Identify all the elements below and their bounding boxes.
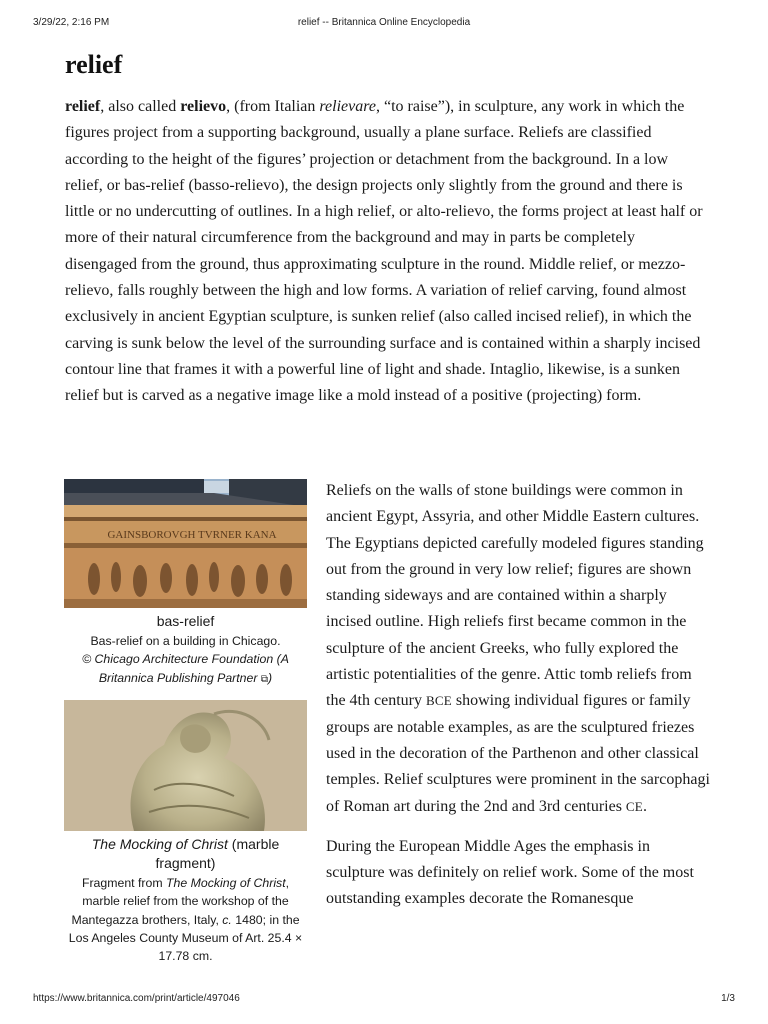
intro-alt-term: relievo	[180, 98, 227, 115]
print-header	[33, 17, 735, 31]
intro-paragraph	[65, 94, 707, 410]
caption-italic: c.	[222, 912, 232, 927]
figure-title: bas-relief	[156, 613, 215, 629]
era-abbrev: BCE	[425, 693, 452, 709]
print-datetime: 3/29/22, 2:16 PM	[33, 17, 110, 28]
caption-part: , marble relief from the workshop of the Mantegazza brothers, Italy,	[71, 876, 290, 927]
credit-link[interactable]: © Chicago Architecture Foundation (A Britannica Publishing Partner	[82, 652, 289, 685]
article-body-column	[326, 478, 710, 913]
intro-from: , (from Italian	[226, 98, 320, 115]
paragraph-text: .	[642, 797, 647, 815]
body-paragraph	[326, 478, 710, 820]
figure-title-rest: (marble fragment)	[155, 836, 280, 871]
intro-also: , also called	[100, 98, 181, 115]
bas-relief-image[interactable]	[64, 479, 307, 608]
intro-italian-word: relievare	[319, 98, 376, 115]
caption-part: 1480; in the Los Angeles County Museum of Art. 25.4 × 17.78 cm.	[68, 912, 303, 964]
figure-title-italic: The Mocking of Christ	[91, 836, 228, 852]
figure-title	[64, 835, 307, 873]
print-page-title: relief -- Britannica Online Encyclopedia	[297, 17, 471, 28]
building-inscription: GAINSBOROVGH TVRNER KANA	[107, 529, 277, 541]
figure-caption	[64, 632, 307, 689]
article-title: relief	[65, 50, 123, 79]
era-abbrev: CE	[625, 798, 643, 814]
photo-credit	[82, 652, 289, 684]
caption-text: Bas-relief on a building in Chicago.	[90, 634, 281, 648]
print-url: https://www.britannica.com/print/article/497046	[33, 993, 240, 1004]
print-page-number: 1/3	[721, 993, 735, 1004]
caption-part: Fragment from	[81, 876, 167, 890]
body-paragraph: During the European Middle Ages the emphasis in sculpture was definitely on relief work. Some of the most outstanding examples decorate the Romanesque	[326, 837, 694, 908]
paragraph-text: Reliefs on the walls of stone buildings were common in ancient Egypt, Assyria, and other Middle Eastern cultures. The Egyptians depicted carefully modeled figures standing out from the ground in very low relief; figures are shown standing sideways and are contained within a sharply incised outline. High reliefs first became common in the sculpture of the ancient Greeks, who fully explored the artistic potentialities of the genre. Attic tomb reliefs from the 4th century	[326, 482, 704, 710]
paragraph-text: showing individual figures or family groups are notable examples, as are the sculptured friezes used in the decoration of the Parthenon and other classical temples. Relief sculptures were prominent in the sarcophagi of Roman art during the 2nd and 3rd centuries	[326, 692, 710, 815]
print-footer	[33, 993, 735, 1007]
intro-term: relief	[65, 98, 101, 115]
figure-mocking-of-christ	[64, 700, 307, 965]
marble-relief-image[interactable]	[64, 700, 307, 831]
external-link-icon[interactable]: ⧉	[260, 673, 269, 685]
figure-caption	[64, 874, 307, 965]
caption-italic: The Mocking of Christ	[166, 876, 286, 890]
intro-rest: , “to raise”), in sculpture, any work in which the figures project from a supporting background, usually a plane surface. Reliefs are classified according to the height of the figures’ projection or detachment from the background. In a low relief, or bas-relief (basso-relievo), the design projects only slightly from the ground and there is little or no undercutting of outlines. In a high relief, or alto-relievo, the forms project at least half or more of their natural circumference from the background and may in parts be completely disengaged from the ground, thus approximating sculpture in the round. Middle relief, or mezzo-relievo, falls roughly between the high and low forms. A variation of relief carving, found almost exclusively in ancient Egyptian sculpture, is sunken relief (also called incised relief), in which the carving is sunk below the level of the surrounding surface and is contained within a sharply incised contour line that frames it with a powerful line of light and shade. Intaglio, likewise, is a sunken relief but is carved as a negative image like a mold instead of a positive (projecting) form.	[65, 98, 703, 405]
credit-close: )	[268, 670, 273, 685]
figure-bas-relief	[64, 479, 307, 689]
